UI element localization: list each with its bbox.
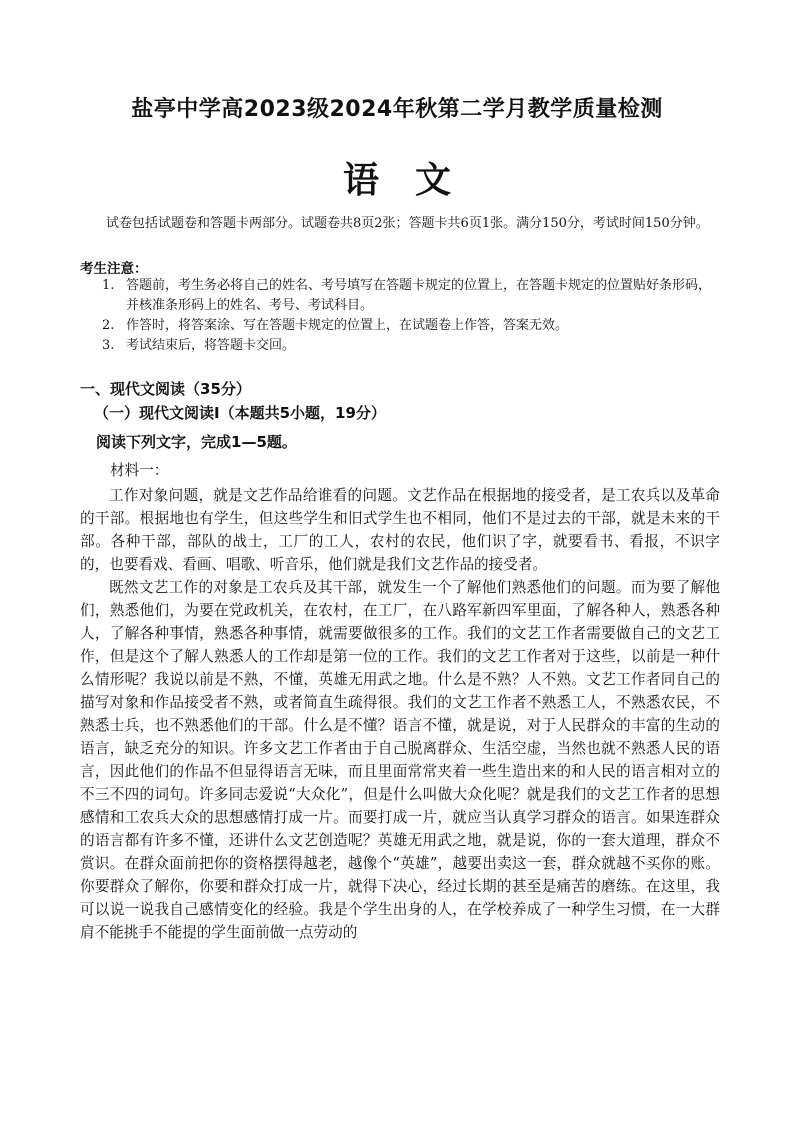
material-label: 材料一：	[110, 462, 169, 479]
notice-item-text: 考试结束后，将答题卡交回。	[126, 338, 296, 353]
subject-title: 语 文	[342, 160, 451, 201]
exam-intro: 试卷包括试题卷和答题卡两部分。试题卷共8页2张；答题卡共6页1张。满分150分，考试时间150分钟。	[106, 216, 709, 231]
section-heading-part1: 一、现代文阅读（35分）	[80, 380, 251, 398]
subsection-heading: （一）现代文阅读Ⅰ（本题共5小题，19分）	[94, 404, 386, 422]
exam-title: 盐亭中学高2023级2024年秋第二学月教学质量检测	[131, 97, 663, 122]
notice-item-number: 3.	[102, 338, 115, 353]
reading-instruction: 阅读下列文字，完成1—5题。	[96, 433, 297, 451]
notice-title: 考生注意：	[80, 261, 148, 277]
reading-passage	[80, 484, 720, 944]
notice-item	[102, 276, 720, 316]
passage-paragraph: 工作对象问题，就是文艺作品给谁看的问题。文艺作品在根据地的接受者，是工农兵以及革命的干部。根据地也有学生，但这些学生和旧式学生也不相同，他们不是过去的干部，就是未来的干部。各种干部，部队的战士，工厂的工人，农村的农民，他们识了字，就要看书、看报，不识字的，也要看戏、看画、唱歌、听音乐，他们就是我们文艺作品的接受者。	[80, 487, 720, 573]
notice-list	[102, 276, 720, 356]
notice-item-text: 答题前，考生务必将自己的姓名、考号填写在答题卡规定的位置上，在答题卡规定的位置贴好条形码，并核准条形码上的姓名、考号、考试科目。	[126, 278, 712, 313]
passage-paragraph: 既然文艺工作的对象是工农兵及其干部，就发生一个了解他们熟悉他们的问题。而为要了解他们，熟悉他们，为要在党政机关，在农村，在工厂，在八路军新四军里面，了解各种人，熟悉各种人，了解各种事情，熟悉各种事情，就需要做很多的工作。我们的文艺工作者需要做自己的文艺工作，但是这个了解人熟悉人的工作却是第一位的工作。我们的文艺工作者对于这些，以前是一种什么情形呢？我说以前是不熟，不懂，英雄无用武之地。什么是不熟？人不熟。文艺工作者同自己的描写对象和作品接受者不熟，或者简直生疏得很。我们的文艺工作者不熟悉工人，不熟悉农民，不熟悉士兵，也不熟悉他们的干部。什么是不懂？语言不懂，就是说，对于人民群众的丰富的生动的语言，缺乏充分的知识。许多文艺工作者由于自己脱离群众、生活空虚，当然也就不熟悉人民的语言，因此他们的作品不但显得语言无味，而且里面常常夹着一些生造出来的和人民的语言相对立的不三不四的词句。许多同志爱说“大众化”，但是什么叫做大众化呢？就是我们的文艺工作者的思想感情和工农兵大众的思想感情打成一片。而要打成一片，就应当认真学习群众的语言。如果连群众的语言都有许多不懂，还讲什么文艺创造呢？英雄无用武之地，就是说，你的一套大道理，群众不赏识。在群众面前把你的资格摆得越老，越像个“英雄”，越要出卖这一套，群众就越不买你的账。你要群众了解你，你要和群众打成一片，就得下决心，经过长期的甚至是痛苦的磨练。在这里，我可以说一说我自己感情变化的经验。我是个学生出身的人，在学校养成了一种学生习惯，在一大群肩不能挑手不能提的学生面前做一点劳动的	[80, 579, 720, 941]
notice-item-number: 1.	[102, 278, 115, 293]
notice-item-text: 作答时，将答案涂、写在答题卡规定的位置上，在试题卷上作答，答案无效。	[126, 318, 569, 333]
notice-item	[102, 336, 720, 356]
notice-item-number: 2.	[102, 318, 115, 333]
notice-item	[102, 316, 720, 336]
